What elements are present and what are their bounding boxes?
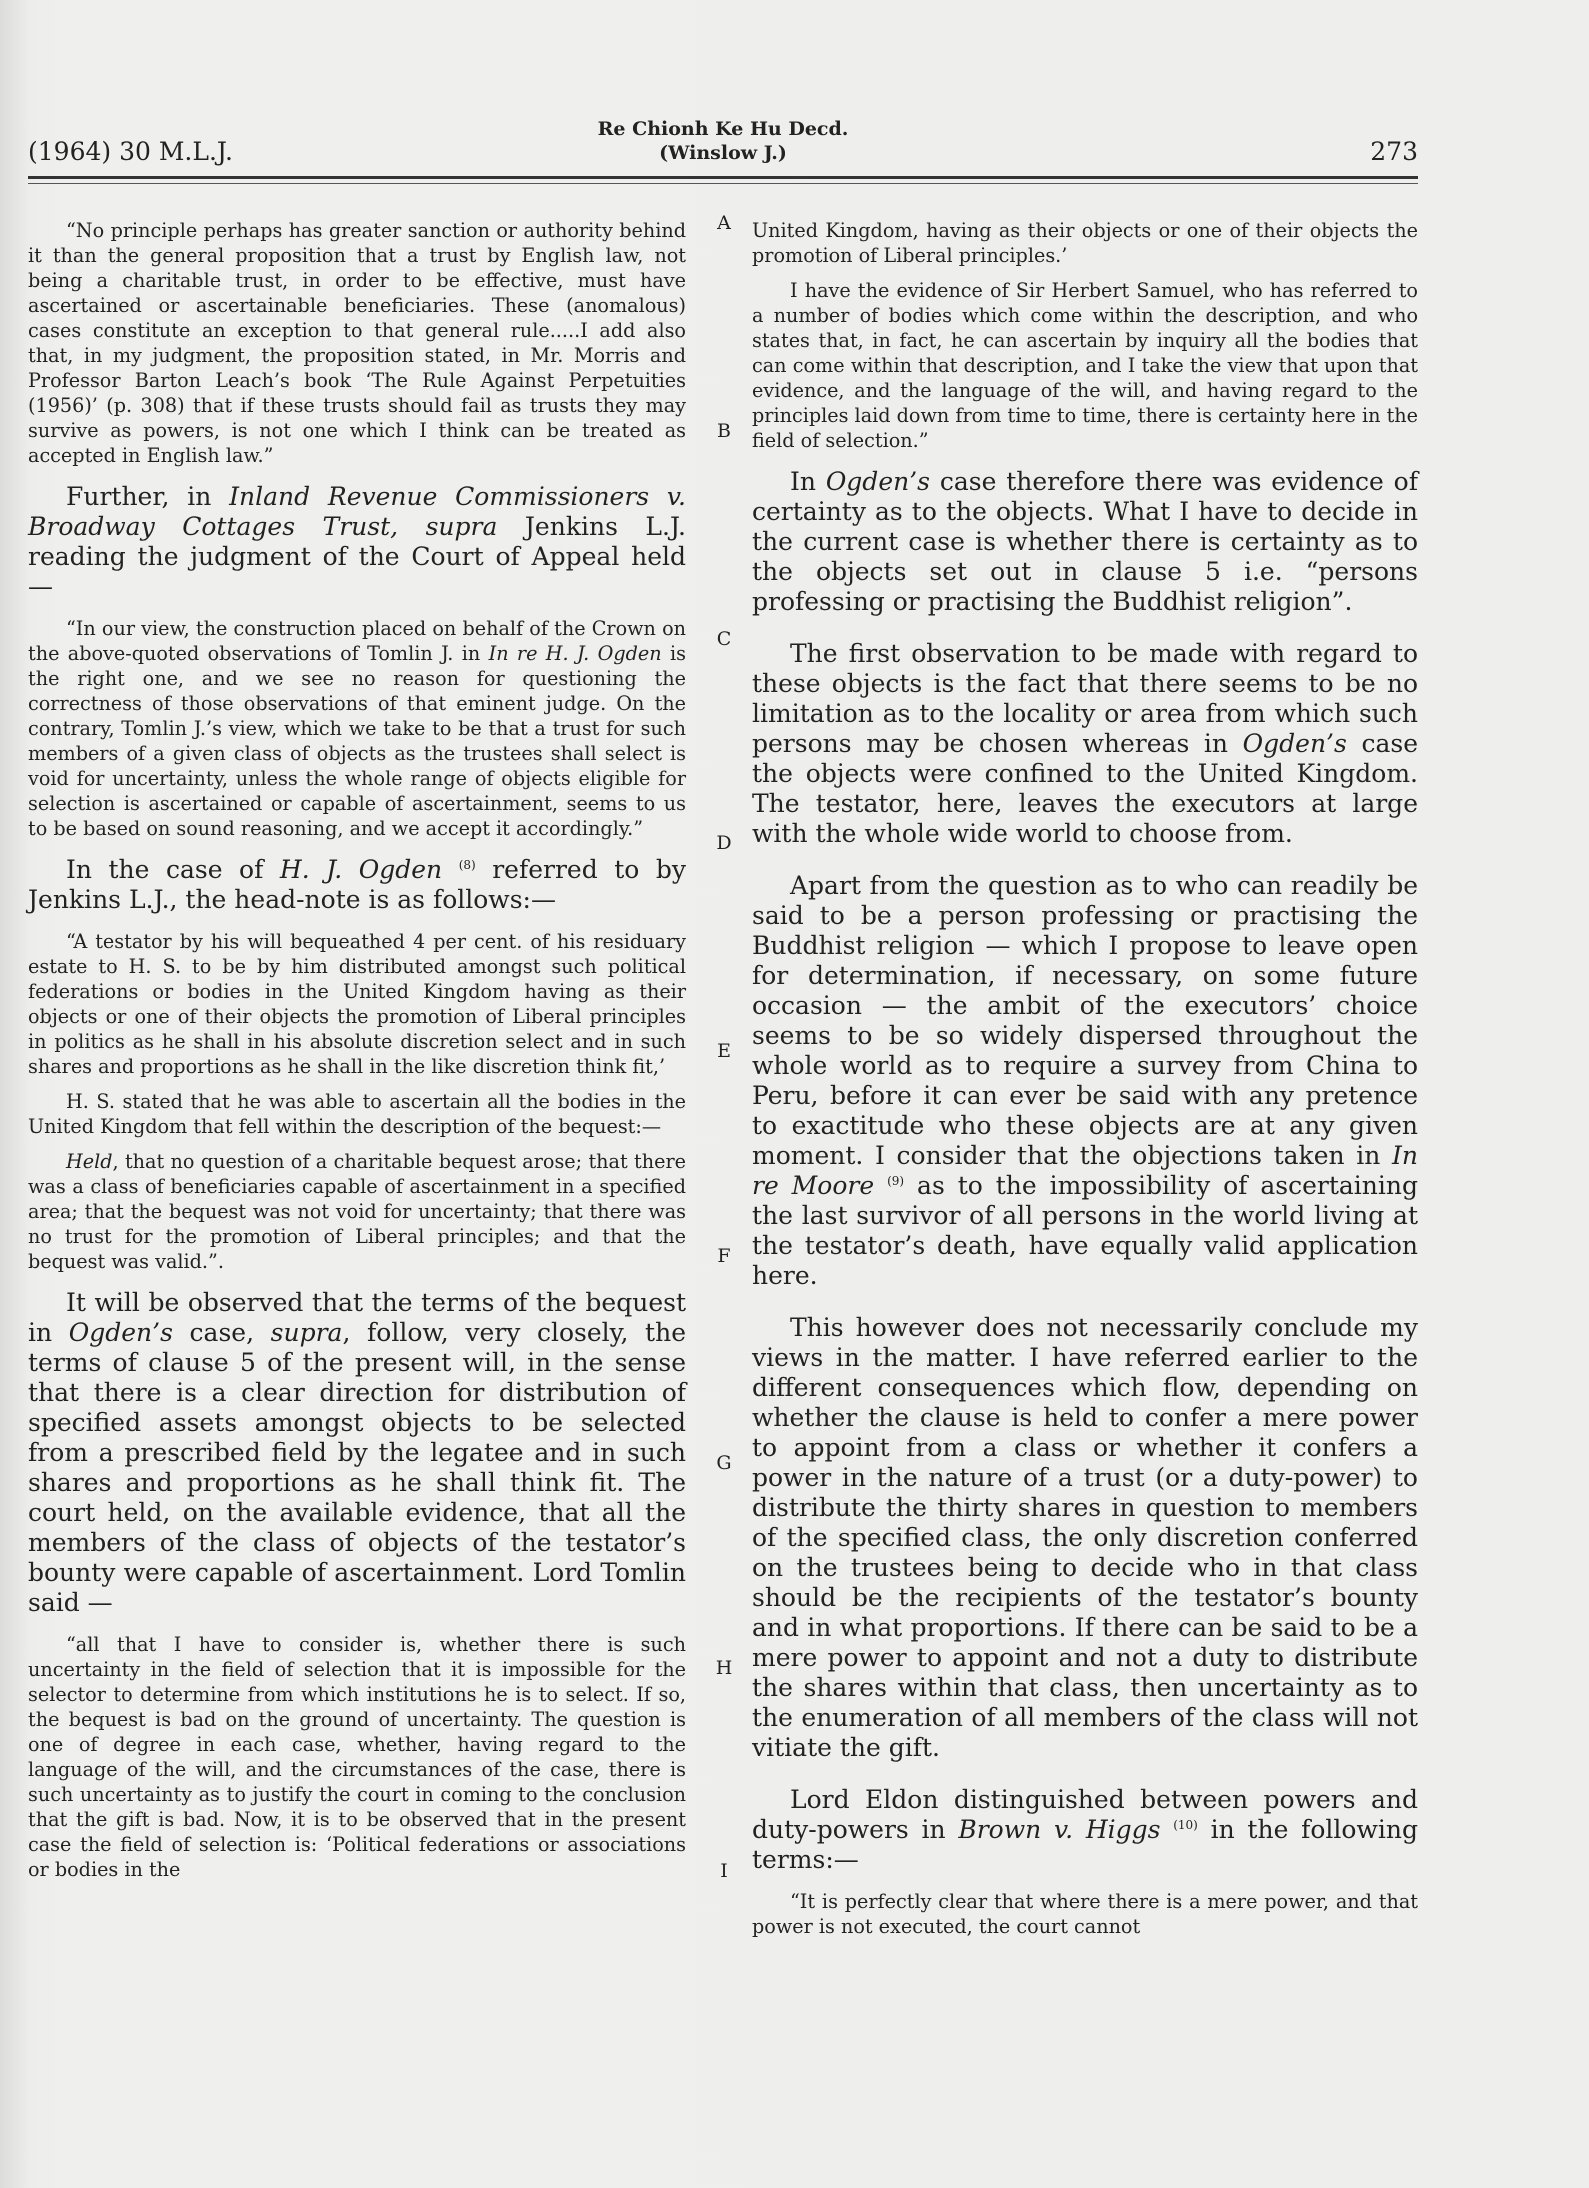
- quote-paragraph: “A testator by his will bequeathed 4 per cent. of his residuary estate to H. S. to be by him distributed amongst such political federations or bodies in the United Kingdom having as their objects or one of their objects the promotion of Liberal principles in politics as he shall in his absolute discretion select and in such shares and proportions as he shall in the like discretion think fit,’: [28, 930, 686, 1078]
- margin-letters: [712, 0, 736, 2188]
- margin-letter-i: I: [720, 1860, 728, 1882]
- case-citation: Inland Revenue Commissioners v. Broadway Cottages Trust, supra: [28, 482, 687, 541]
- margin-letter-g: G: [716, 1452, 732, 1474]
- body-paragraph: [28, 482, 686, 602]
- case-citation: In re Moore: [752, 1141, 1418, 1200]
- body-paragraph: [752, 467, 1418, 617]
- case-citation: Ogden’s: [1242, 729, 1347, 758]
- margin-letter-h: H: [715, 1657, 733, 1679]
- right-column: [752, 218, 1418, 1939]
- text-run: Further, in: [66, 482, 230, 511]
- body-paragraph: This however does not necessarily conclude my views in the matter. I have referred earlier to the different consequences which flow, depending on whether the clause is held to confer a mere power to appoint from a class or whether it confers a power in the nature of a trust (or a duty-power) to distribute the thirty shares in question to members of the specified class, the only discretion conferred on the trustees being to decide who in that class should be the recipients of the testator’s bounty and in what proportions. If there can be said to be a mere power to appoint and not a duty to distribute the shares within that class, then uncertainty as to the enumeration of all members of the class will not vitiate the gift.: [752, 1313, 1418, 1762]
- case-citation: H. J. Ogden: [279, 855, 443, 884]
- body-paragraph: [752, 871, 1418, 1291]
- page-number: 273: [1370, 137, 1418, 166]
- text-run: supra: [270, 1318, 343, 1347]
- body-paragraph: [28, 1288, 686, 1618]
- margin-letter-e: E: [717, 1040, 731, 1062]
- text-run: is the right one, and we see no reason for questioning the correctness of those observations of that eminent judge. On the contrary, Tomlin J.’s view, which we take to be that a trust for such members of a given class of objects as the trustees shall select is void for uncertainty, unless the whole range of objects eligible for selection is ascertained or capable of ascertainment, seems to us to be based on sound reasoning, and we accept it accordingly.”: [28, 642, 686, 840]
- body-paragraph: [752, 639, 1418, 849]
- text-run: case therefore there was evidence of certainty as to the objects. What I have to decide in the current case is whether there is certainty as to the objects set out in clause 5 i.e. “persons professing or practising the Buddhist religion”.: [752, 467, 1418, 616]
- quote-paragraph: I have the evidence of Sir Herbert Samuel, who has referred to a number of bodies which come within the description, and who states that, in fact, he can ascertain by inquiry all the bodies that can come within that description, and I take the view that upon that evidence, and the language of the will, and having regard to the principles laid down from time to time, there is certainty here in the field of selection.”: [752, 279, 1418, 452]
- text-run: case,: [172, 1318, 271, 1347]
- text-run: Apart from the question as to who can readily be said to be a person professing or practising the Buddhist religion — which I propose to leave open for determination, if necessary, on some future occasion — the ambit of the executors’ choice seems to be so widely dispersed throughout the whole world as to require a survey from China to Peru, before it can ever be said with any pretence to exactitude who these objects are at any given moment. I consider that the objections taken in: [752, 871, 1418, 1170]
- margin-letter-b: B: [717, 420, 731, 442]
- quote-paragraph: “all that I have to consider is, whether there is such uncertainty in the field of selection that it is impossible for the selector to determine from which institutions he is to select. If so, the bequest is bad on the ground of uncertainty. The question is one of degree in each case, whether, having regard to the language of the will, and the circumstances of the case, there is such uncertainty as to justify the court in coming to the conclusion that the gift is bad. Now, it is to be observed that in the present case the field of selection is: ‘Political federations or associations or bodies in the: [28, 1633, 686, 1881]
- text-run: “In our view, the construction placed on behalf of the Crown on the above-quoted observations of Tomlin J. in: [28, 617, 686, 665]
- case-citation: Ogden’s: [825, 467, 930, 496]
- margin-letter-a: A: [717, 212, 731, 234]
- margin-letter-d: D: [716, 832, 732, 854]
- quote-paragraph: [28, 616, 686, 841]
- case-citation: Brown v. Higgs: [958, 1815, 1161, 1844]
- text-run: case the objects were confined to the United Kingdom. The testator, here, leaves the executors at large with the whole wide world to choose from.: [752, 729, 1418, 848]
- margin-letter-f: F: [717, 1245, 731, 1267]
- case-citation: In re H. J. Ogden: [488, 642, 662, 665]
- quote-paragraph: “It is perfectly clear that where there is a mere power, and that power is not executed, the court cannot: [752, 1890, 1418, 1938]
- quote-paragraph: H. S. stated that he was able to ascertain all the bodies in the United Kingdom that fell within the description of the bequest:—: [28, 1090, 686, 1138]
- quote-paragraph: [28, 1149, 686, 1274]
- margin-letter-c: C: [716, 628, 732, 650]
- text-run: , follow, very closely, the terms of clause 5 of the present will, in the sense that there is a clear direction for distribution of specified assets amongst objects to be selected from a prescribed field by the legatee and in such shares and proportions as he shall think fit. The court held, on the available evidence, that all the members of the class of objects of the testator’s bounty were capable of ascertainment. Lord Tomlin said —: [28, 1318, 686, 1617]
- text-run: The first observation to be made with regard to these objects is the fact that there seems to be no limitation as to the locality or area from which such persons may be chosen whereas in: [752, 639, 1418, 758]
- text-run: in the following terms:—: [752, 1815, 1418, 1874]
- text-run: Jenkins L.J. reading the judgment of the Court of Appeal held —: [28, 512, 686, 601]
- body-paragraph: [28, 855, 686, 915]
- quote-paragraph: United Kingdom, having as their objects or one of their objects the promotion of Liberal principles.’: [752, 219, 1418, 267]
- citation: (1964) 30 M.L.J.: [28, 137, 233, 166]
- footnote-ref: (8): [458, 858, 476, 872]
- judge-name: (Winslow J.): [659, 142, 787, 164]
- quote-paragraph: “No principle perhaps has greater sanction or authority behind it than the general proposition that a trust by English law, not being a charitable trust, in order to be effective, must have ascertained or ascertainable beneficiaries. These (anomalous) cases constitute an exception to that general rule.....I add also that, in my judgment, the proposition stated, in Mr. Morris and Professor Barton Leach’s book ‘The Rule Against Perpetuities (1956)’ (p. 308) that if these trusts should fail as trusts they may survive as powers, is not one which I think can be treated as accepted in English law.”: [28, 219, 686, 467]
- text-run: Lord Eldon distinguished between powers and duty-powers in: [752, 1785, 1418, 1844]
- text-run: Held: [66, 1150, 113, 1173]
- case-name: Re Chionh Ke Hu Decd.: [597, 118, 849, 140]
- text-run: as to the impossibility of ascertaining the last survivor of all persons in the world living at the testator’s death, have equally valid application here.: [752, 1171, 1419, 1290]
- left-column: [28, 218, 686, 1882]
- footnote-ref: (9): [887, 1174, 905, 1188]
- footnote-ref: (10): [1173, 1818, 1198, 1832]
- text-run: In the case of: [66, 855, 280, 884]
- text-run: It will be observed that the terms of the bequest in: [28, 1288, 686, 1347]
- body-paragraph: [752, 1785, 1418, 1875]
- text-run: In: [790, 467, 826, 496]
- text-run: , that no question of a charitable bequest arose; that there was a class of beneficiaries capable of ascertainment in a specified area; that the bequest was not void for uncertainty; that there was no trust for the promotion of Liberal principles; and that the bequest was valid.”.: [28, 1150, 686, 1273]
- case-citation: Ogden’s: [68, 1318, 173, 1347]
- text-run: referred to by Jenkins L.J., the head-note is as follows:—: [28, 855, 687, 914]
